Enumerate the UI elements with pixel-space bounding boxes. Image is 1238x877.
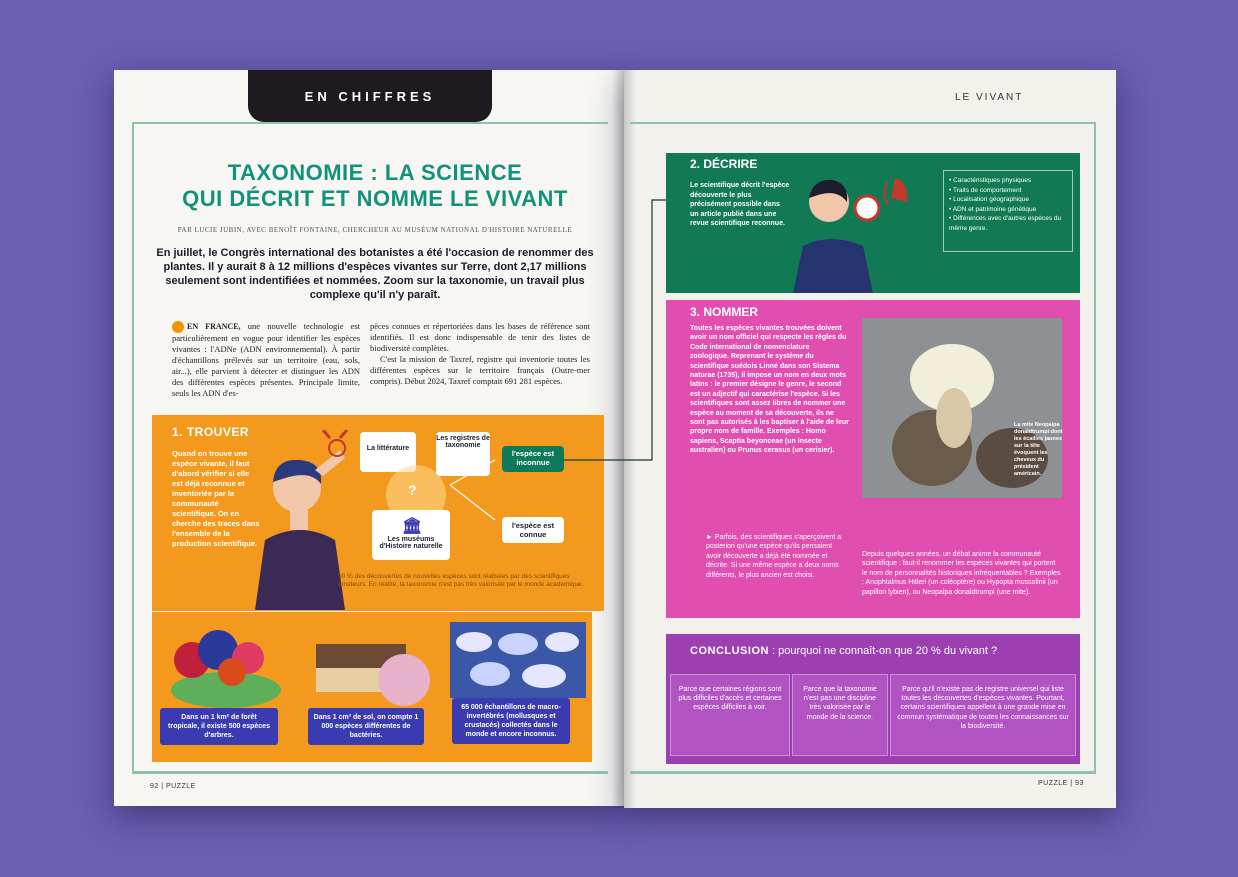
outcome-unknown: l'espèce est inconnue xyxy=(502,446,564,472)
trouver-title: 1. TROUVER xyxy=(172,425,250,439)
trouver-text: Quand on trouve une espèce vivante, il faut d'abord vérifier si elle est déjà reconnue et inventoriée par la communauté scientifique. On en cherche des traces dans l'ensemble de la production scientifique. xyxy=(172,449,260,548)
section-tab: EN CHIFFRES xyxy=(248,70,492,122)
source-literature-label: La littérature xyxy=(366,445,410,452)
description-criteria xyxy=(943,170,1073,252)
intro-paragraph: En juillet, le Congrès international des botanistes a été l'occasion de renommer des plantes. Il y aurait 8 à 12 millions d'espèces vivantes sur Terre, dont 2,17 millions seulement sont indentifiées et nommées. Zoom sur la taxonomie, un travail plus complexe qu'il n'y paraît. xyxy=(156,247,594,301)
folio-left: 92 | PUZZLE xyxy=(150,783,196,790)
question-mark: ? xyxy=(408,482,417,498)
conclusion-title xyxy=(690,645,997,657)
article-title xyxy=(150,160,600,212)
soil-caption: Dans 1 cm³ de sol, on compte 1 000 espèces différentes de bactéries. xyxy=(308,708,424,745)
conclusion-reason-1: Parce que certaines régions sont plus difficiles d'accès et certaines espèces difficiles à voir. xyxy=(670,674,790,756)
conclusion-reason-2: Parce que la taxonomie n'est pas une discipline très valorisée par le monde de la science. xyxy=(792,674,888,756)
connector-line xyxy=(564,198,674,463)
nommer-debate: Depuis quelques années, un débat anime la communauté scientifique : faut-il renommer les espèces vivantes qui portent le nom de personnalités historiques infréquentables ? Exemples : Anophtalmus Hitleri (un coléoptère) ou Hypopta mussolinii (un papillon lybien), ou Neopalpa donaldtrumpi (une mite). xyxy=(862,551,1061,596)
conclusion-reason-3: Parce qu'il n'existe pas de registre universel qui liste toutes les découvertes d'espèces vivantes. Pourtant, certains scientifiques appellent à une grande mise en commun systématique de toutes les connaissances sur la biodiversité. xyxy=(890,674,1076,756)
photo-caption: La mite Neopalpa donaldtrumpi dont les écailles jaunes sur la tête évoquent les cheveux du président américain. xyxy=(1014,422,1063,477)
nommer-title: 3. NOMMER xyxy=(690,305,759,319)
criteria-item: • ADN et patrimoine génétique xyxy=(949,205,1037,213)
shells-caption: 65 000 échantillons de macro-invertébrés (mollusques et crustacés) collectés dans le monde et encore inconnus. xyxy=(452,698,570,744)
nommer-text: Toutes les espèces vivantes trouvées doivent avoir un nom officiel qui respecte les règles du Code international de nomenclature zoologique. Reprenant le système du scientifique suédois Linné dans son Sistema naturae (1735), il impose un nom en deux mots latins : le premier désigne le genre, le second est un adjectif qui caractérise l'espèce. Si les scientifiques sont assez libres de nommer une espèce au moment de sa découverte, ils ne sont pas autorisés à les baptiser à l'aide de leur propre nom de famille. Exemples : Homo sapiens, Scaptia beyonceae (un insecte australien) ou Prunus cerasus (un cerisier). xyxy=(690,325,849,455)
outcome-known: l'espèce est connue xyxy=(502,517,564,543)
source-museums xyxy=(372,510,450,560)
title-line-2: QUI DÉCRIT ET NOMME LE VIVANT xyxy=(182,186,568,211)
conclusion-label: CONCLUSION xyxy=(690,645,769,657)
col2-paragraph-2: C'est la mission de Taxref, registre qui inventorie toutes les différentes espèces sur le territoire français (Outre-mer compris). Début 2024, Taxref comptait 691 281 espèces. xyxy=(370,354,590,386)
criteria-item: • Localisation géographique xyxy=(949,196,1029,203)
criteria-item: • Traits de comportement xyxy=(949,186,1022,194)
magnifier-scientist-illustration xyxy=(785,168,935,293)
criteria-item: • Différences avec d'autres espèces du même genre. xyxy=(949,215,1062,232)
forest-illustration xyxy=(152,620,300,720)
forest-caption: Dans un 1 km² de forêt tropicale, il existe 500 espèces d'arbres. xyxy=(160,708,278,745)
body-column-2 xyxy=(370,321,590,387)
folio-right: PUZZLE | 93 xyxy=(1038,780,1084,787)
lead-in: EN FRANCE, xyxy=(187,322,241,331)
title-line-1: TAXONOMIE : LA SCIENCE xyxy=(227,160,523,185)
shells-illustration xyxy=(444,622,592,698)
amateur-stat: 50 % des découvertes de nouvelles espèces sont réalisées par des scientifiques amateurs. En réalité, la taxonomie n'est pas très valorisée par le monde académique. xyxy=(338,573,584,588)
trouver-arrows xyxy=(440,440,510,540)
orange-bullet-icon xyxy=(172,321,184,333)
conclusion-question: : pourquoi ne connaît-on que 20 % du vivant ? xyxy=(768,645,998,657)
col2-paragraph-1: pèces connues et répertoriées dans les bases de référence sont identifiés. Il est donc indispensable de tenir des listes de biodiversité complètes. xyxy=(370,321,590,353)
source-registers-label: Les registres de taxonomie xyxy=(436,435,490,449)
museum-icon: 🏛 xyxy=(402,518,423,535)
byline: PAR LUCIE JUBIN, AVEC BENOÎT FONTAINE, CHERCHEUR AU MUSÉUM NATIONAL D'HISTOIRE NATURELLE xyxy=(177,226,573,234)
right-section-label: LE VIVANT xyxy=(955,92,1024,103)
body-column-1 xyxy=(172,321,360,399)
col1-text: une nouvelle technologie est particulièrement en vogue pour identifier les espèces vivantes : l'ADNe (ADN environnemental). À partir d'échantillons prélevés sur un territoire (eau, sols, air...), elle parvient à détecter et distinguer les ADN des différentes espèces présentes. Principale limite, seuls les ADN d'es- xyxy=(172,321,360,399)
decrire-text: Le scientifique décrit l'espèce découverte le plus précisément possible dans un article publié dans une revue scientifique reconnue. xyxy=(690,182,790,227)
decrire-title: 2. DÉCRIRE xyxy=(690,157,758,171)
criteria-item: • Caractéristiques physiques xyxy=(949,177,1032,184)
nommer-note: ► Parfois, des scientifiques s'aperçoivent a posteriori qu'une espèce qu'ils pensaient avoir découverte a déjà été nommée et décrite. Si une même espèce a deux noms différents, le plus ancien est choisi. xyxy=(706,534,842,579)
source-museums-label: Les muséums d'Histoire naturelle xyxy=(379,536,443,550)
soil-illustration xyxy=(300,620,448,720)
